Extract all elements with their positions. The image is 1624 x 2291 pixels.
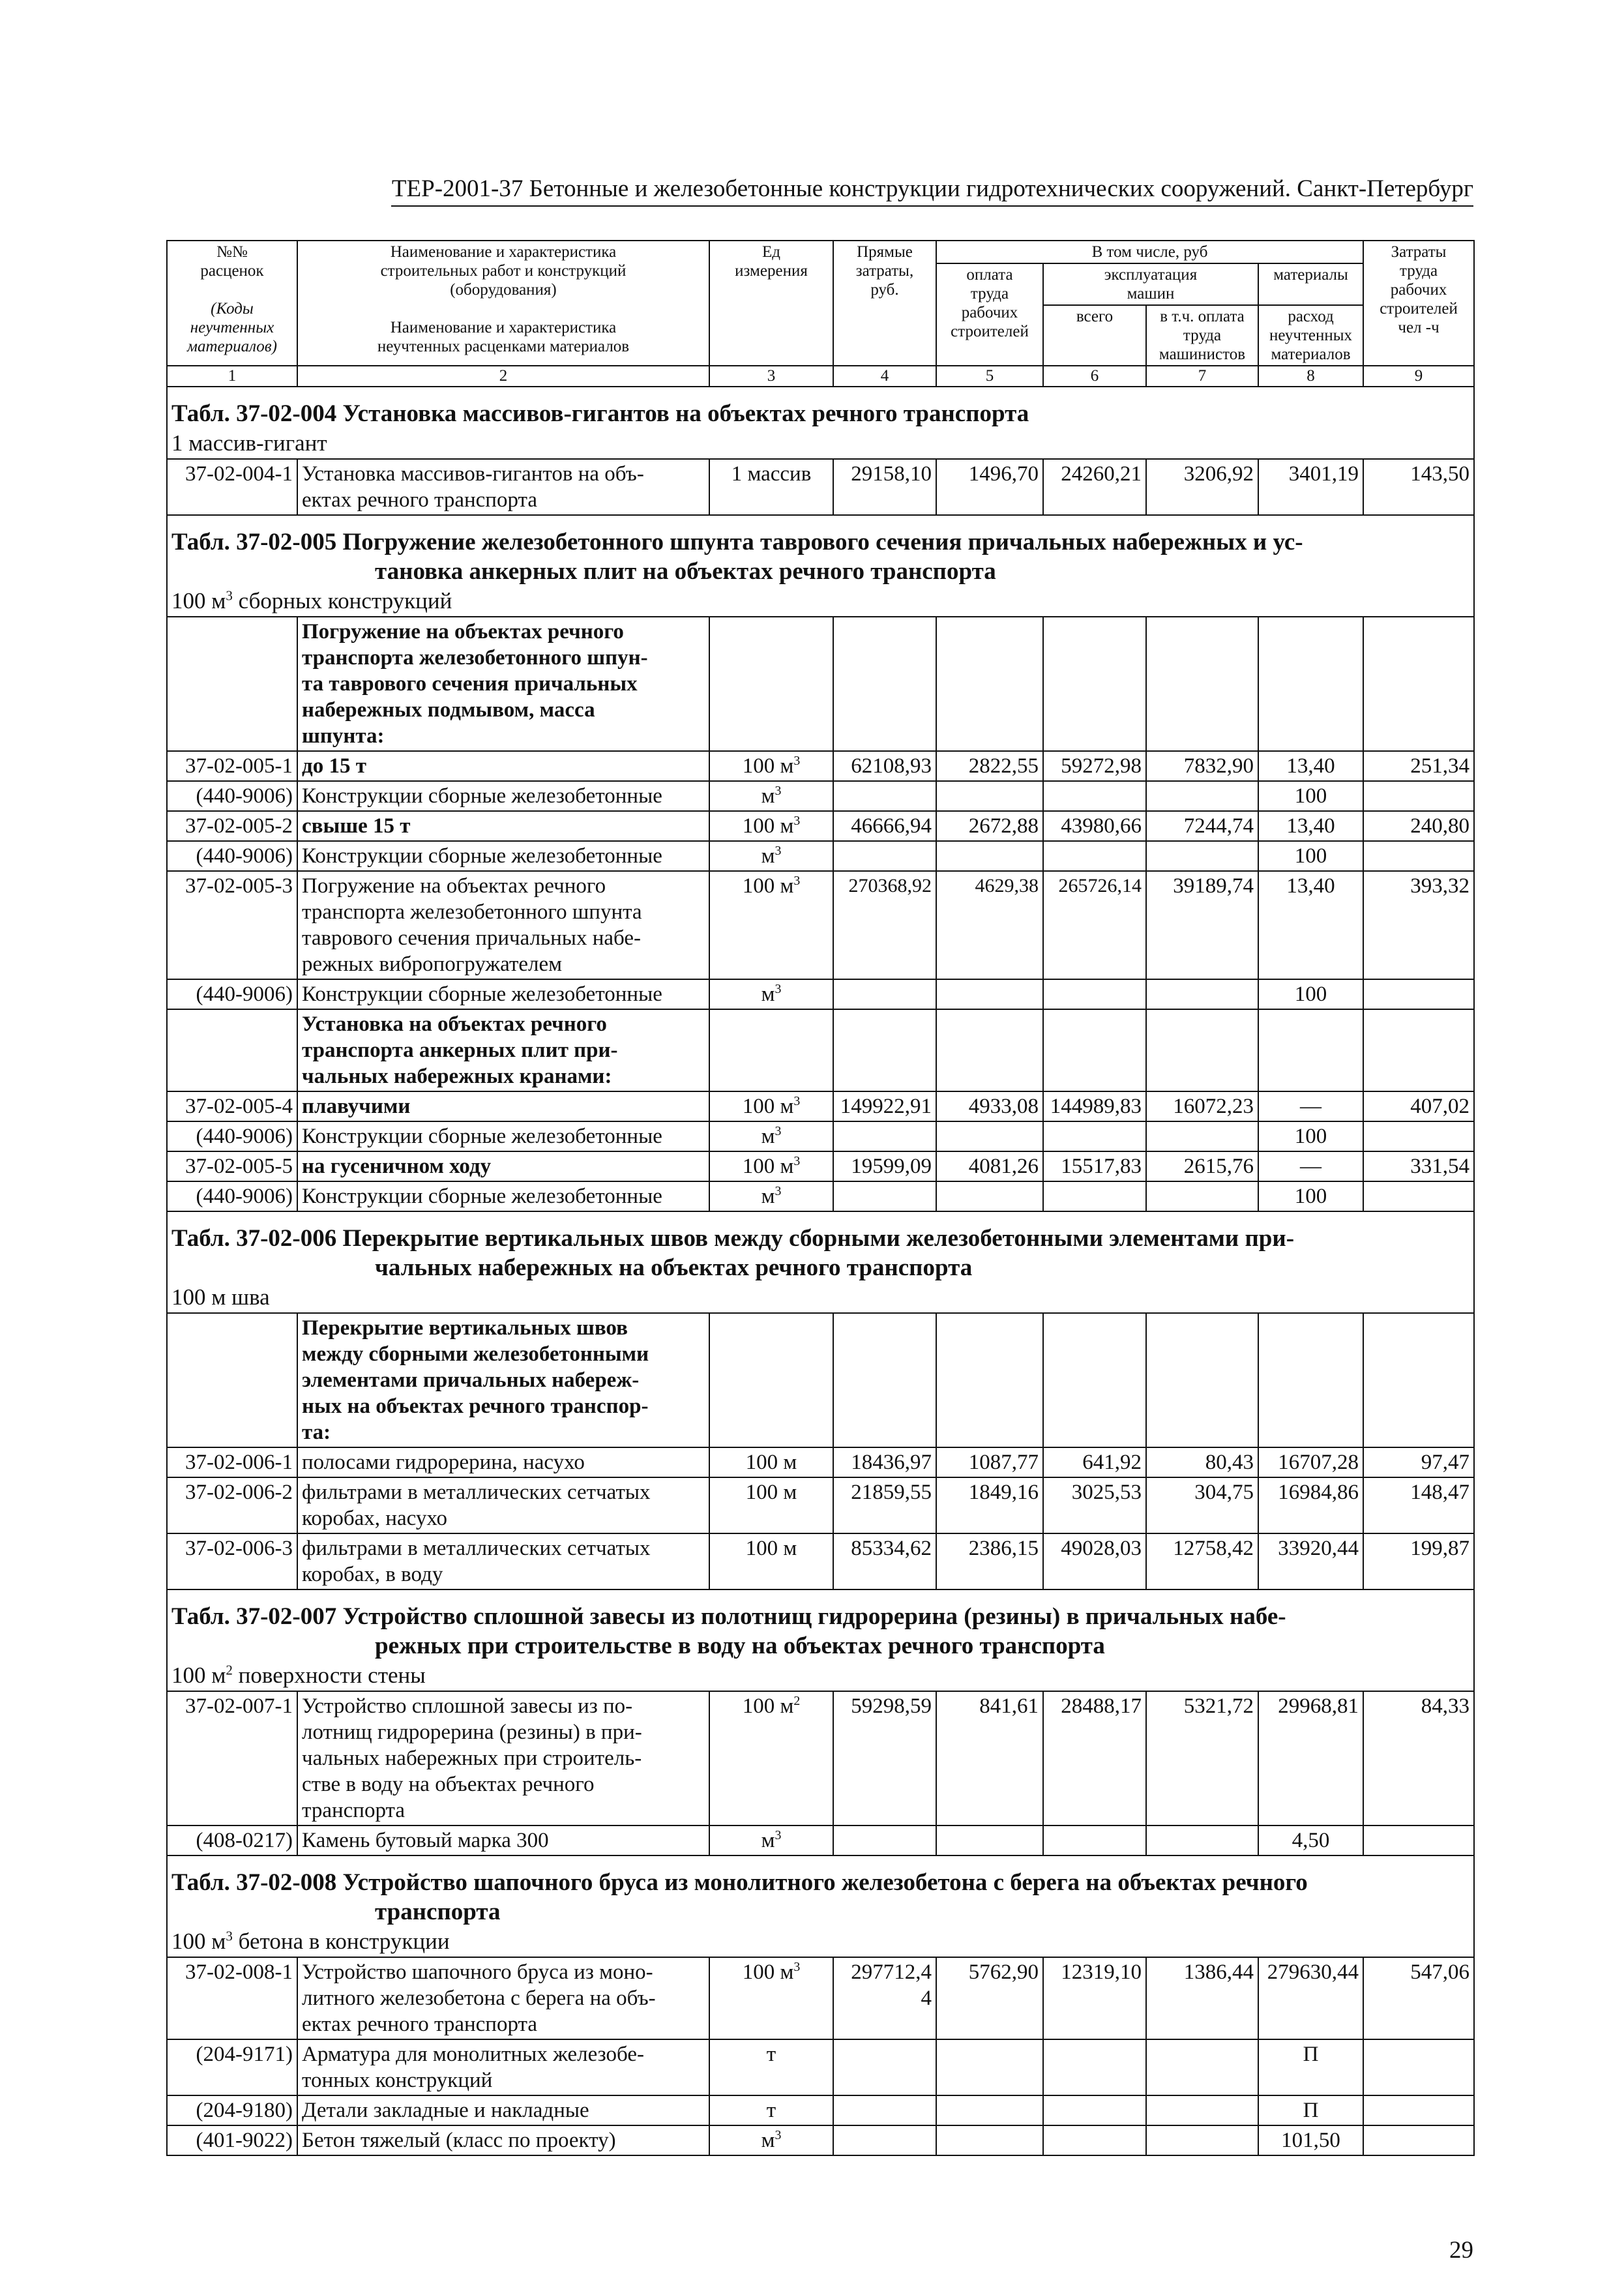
col-num: 6: [1043, 366, 1146, 387]
table-row: 37-02-005-1 до 15 т 100 $м^3$ 62108,93 2822,55 59272,98 7832,90 13,40 251,34: [167, 751, 1474, 781]
page-header: ТЕР-2001-37 Бетонные и железобетонные конструкции гидротехнических сооружений. Санкт-Петербург: [391, 175, 1473, 207]
table-row: 37-02-006-3 фильтрами в металлических сетчатых коробах, в воду 100 м 85334,62 2386,15 49028,03 12758,42 33920,44 199,87: [167, 1533, 1474, 1589]
col-header-incl: В том числе, руб: [936, 241, 1363, 263]
material-row: (440-9006) Конструкции сборные железобетонные $м^3$ 100: [167, 979, 1474, 1009]
col-header-machines: эксплуатация машин: [1043, 263, 1258, 305]
material-row: (401-9022) Бетон тяжелый (класс по проекту) $м^3$ 101,50: [167, 2125, 1474, 2155]
section-title-008: Табл. 37-02-008 Устройство шапочного бруса из монолитного железобетона с берега на объектах речного транспорта: [167, 1855, 1474, 1928]
col-num: 8: [1258, 366, 1363, 387]
col-num: 3: [709, 366, 833, 387]
section-unit-007: 100 $м^2$ поверхности стены: [167, 1662, 1474, 1691]
col-num: 2: [297, 366, 709, 387]
col-header-materials-sub: расход неучтенных материалов: [1258, 305, 1363, 366]
material-row: (440-9006) Конструкции сборные железобетонные $м^3$ 100: [167, 781, 1474, 811]
col-header-machines-pay: в т.ч. оплата труда машинистов: [1146, 305, 1258, 366]
col-num: 9: [1363, 366, 1474, 387]
section-unit-006: 100 м шва: [167, 1284, 1474, 1313]
table-row: Установка на объектах речного транспорта анкерных плит при- чальных набережных кранами:: [167, 1009, 1474, 1091]
table-row: 37-02-005-4 плавучими 100 $м^3$ 149922,91 4933,08 144989,83 16072,23 — 407,02: [167, 1091, 1474, 1121]
section-title-005: Табл. 37-02-005 Погружение железобетонного шпунта таврового сечения причальных набережных и ус- тановка анкерных плит на объектах речного транспорта: [167, 515, 1474, 587]
material-row: (440-9006) Конструкции сборные железобетонные $м^3$ 100: [167, 841, 1474, 871]
table-row: 37-02-005-3 Погружение на объектах речного транспорта железобетонного шпунта таврового сечения причальных набе- режных вибропогружателем 100 $м^3$ 270368,92 4629,38 265726,14 39189,74 13,40 393,32: [167, 871, 1474, 979]
table-row: 37-02-007-1 Устройство сплошной завесы из по- лотнищ гидрорерина (резины) в при- чальных набережных при строитель- стве в воду на объектах речного транспорта 100 $м^2$ 59298,59 841,61 28488,17 5321,72 29968,81 84,33: [167, 1691, 1474, 1825]
section-unit-004: 1 массив-гигант: [167, 430, 1474, 459]
col-num: 5: [936, 366, 1043, 387]
col-header-unit: Ед измерения: [709, 241, 833, 366]
col-num: 1: [167, 366, 297, 387]
col-header-labor: Затраты труда рабочих строителей чел -ч: [1363, 241, 1474, 366]
material-row: (408-0217) Камень бутовый марка 300 $м^3$ 4,50: [167, 1825, 1474, 1855]
table-row: Погружение на объектах речного транспорта железобетонного шпун- та таврового сечения причальных набережных подмывом, масса шпунта:: [167, 617, 1474, 751]
table-row: 37-02-005-5 на гусеничном ходу 100 $м^3$ 19599,09 4081,26 15517,83 2615,76 — 331,54: [167, 1151, 1474, 1181]
material-row: (440-9006) Конструкции сборные железобетонные $м^3$ 100: [167, 1121, 1474, 1151]
table-row: 37-02-006-2 фильтрами в металлических сетчатых коробах, насухо 100 м 21859,55 1849,16 3025,53 304,75 16984,86 148,47: [167, 1477, 1474, 1533]
col-header-labor-pay: оплата труда рабочих строителей: [936, 263, 1043, 366]
col-header-name: Наименование и характеристика строительных работ и конструкций (оборудования) Наименование и характеристика неучтенных расценками материалов: [297, 241, 709, 366]
material-row: (204-9171) Арматура для монолитных железобе- тонных конструкций т П: [167, 2039, 1474, 2095]
col-header-code: №№ расценок (Коды неучтенных материалов): [167, 241, 297, 366]
table-row: 37-02-005-2 свыше 15 т 100 $м^3$ 46666,94 2672,88 43980,66 7244,74 13,40 240,80: [167, 811, 1474, 841]
section-title-004: Табл. 37-02-004 Установка массивов-гигантов на объектах речного транспорта: [167, 387, 1474, 430]
rate-table: [166, 240, 1475, 2156]
col-num: 4: [833, 366, 936, 387]
section-title-007: Табл. 37-02-007 Устройство сплошной завесы из полотнищ гидрорерина (резины) в причальных набе- режных при строительстве в воду на объектах речного транспорта: [167, 1589, 1474, 1662]
section-unit-005: 100 $м^3$ сборных конструкций: [167, 587, 1474, 617]
col-header-materials: материалы: [1258, 263, 1363, 305]
material-row: (204-9180) Детали закладные и накладные т П: [167, 2095, 1474, 2125]
table-row: 37-02-006-1 полосами гидрорерина, насухо 100 м 18436,97 1087,77 641,92 80,43 16707,28 97,47: [167, 1447, 1474, 1477]
column-numbers-row: [167, 366, 1474, 387]
table-head: [167, 241, 1474, 387]
table-row: Перекрытие вертикальных швов между сборными железобетонными элементами причальных набереж- ных на объектах речного транспор- та:: [167, 1313, 1474, 1447]
section-unit-008: 100 $м^3$ бетона в конструкции: [167, 1928, 1474, 1957]
col-header-machines-total: всего: [1043, 305, 1146, 366]
material-row: (440-9006) Конструкции сборные железобетонные $м^3$ 100: [167, 1181, 1474, 1211]
rate-table-sheet: [166, 240, 1473, 2156]
page-number: 29: [1449, 2237, 1473, 2264]
table-row: 37-02-004-1 Установка массивов-гигантов на объ- ектах речного транспорта 1 массив 29158,10 1496,70 24260,21 3206,92 3401,19 143,50: [167, 459, 1474, 515]
col-header-direct: Прямые затраты, руб.: [833, 241, 936, 366]
col-num: 7: [1146, 366, 1258, 387]
table-row: 37-02-008-1 Устройство шапочного бруса из моно- литного железобетона с берега на объ- ектах речного транспорта 100 $м^3$ 297712,4 4 5762,90 12319,10 1386,44 279630,44 547,06: [167, 1957, 1474, 2039]
section-title-006: Табл. 37-02-006 Перекрытие вертикальных швов между сборными железобетонными элементами при- чальных набережных на объектах речного транспорта: [167, 1211, 1474, 1284]
